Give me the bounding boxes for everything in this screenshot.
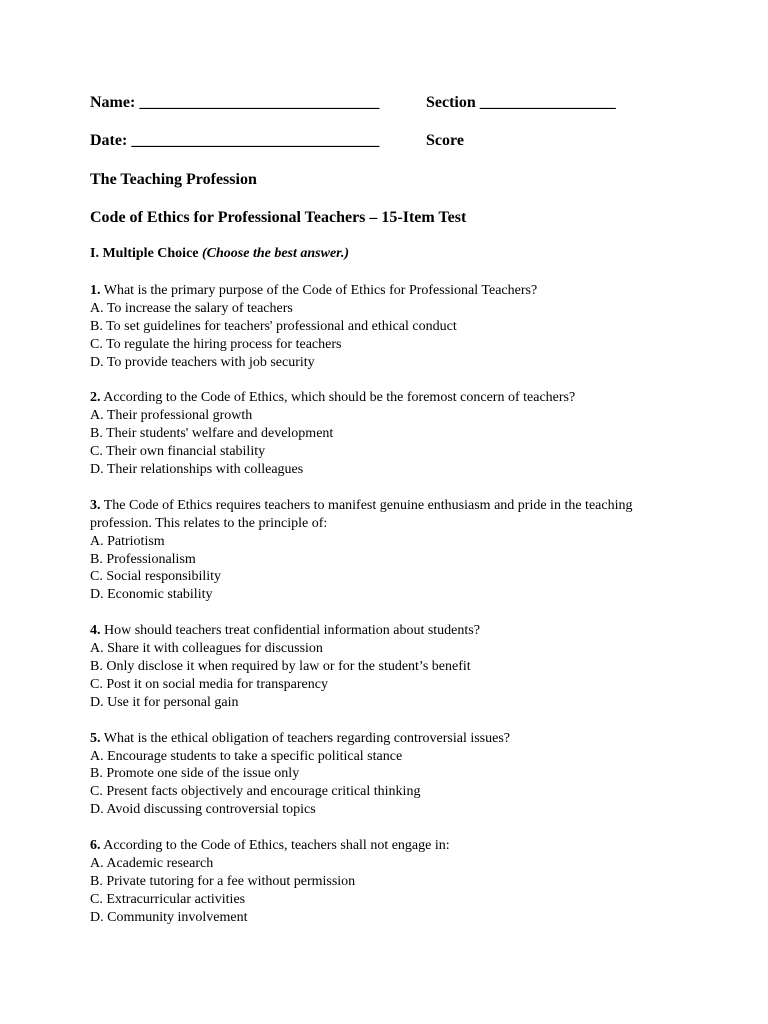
answer-option: B. To set guidelines for teachers' professional and ethical conduct bbox=[90, 318, 457, 334]
test-title: Code of Ethics for Professional Teachers – 15-Item Test bbox=[90, 209, 467, 226]
question-stem bbox=[90, 282, 690, 300]
question-stem bbox=[90, 837, 690, 855]
name-field-label: Name: ______________________________ bbox=[90, 94, 380, 111]
question-item bbox=[90, 837, 690, 927]
question-item bbox=[90, 282, 690, 372]
answer-option: C. To regulate the hiring process for teachers bbox=[90, 336, 342, 352]
question-list bbox=[90, 282, 690, 944]
question-text: How should teachers treat confidential information about students? bbox=[104, 623, 480, 639]
question-number: 5. bbox=[90, 730, 101, 746]
answer-option: D. Their relationships with colleagues bbox=[90, 462, 304, 478]
question-item bbox=[90, 730, 690, 820]
question-item bbox=[90, 497, 690, 604]
question-stem bbox=[90, 622, 690, 640]
answer-option: D. To provide teachers with job security bbox=[90, 354, 315, 370]
question-item bbox=[90, 622, 690, 712]
question-text: The Code of Ethics requires teachers to manifest genuine enthusiasm and pride in the teaching profession. This relates to the principle of: bbox=[90, 497, 633, 531]
score-field-label: Score bbox=[426, 132, 464, 149]
part-instruction: (Choose the best answer.) bbox=[202, 246, 350, 261]
question-number: 1. bbox=[90, 283, 101, 298]
answer-option: B. Only disclose it when required by law or for the student’s benefit bbox=[90, 658, 471, 674]
part-heading bbox=[90, 245, 349, 263]
answer-option: D. Use it for personal gain bbox=[90, 694, 239, 710]
question-item bbox=[90, 389, 690, 479]
answer-option: D. Avoid discussing controversial topics bbox=[90, 802, 316, 818]
question-number: 6. bbox=[90, 838, 101, 854]
question-stem bbox=[90, 497, 690, 533]
question-text: According to the Code of Ethics, teachers shall not engage in: bbox=[103, 838, 450, 854]
answer-option: A. Encourage students to take a specific political stance bbox=[90, 748, 403, 764]
answer-option: C. Post it on social media for transparency bbox=[90, 676, 328, 692]
question-stem bbox=[90, 730, 690, 748]
answer-option: C. Social responsibility bbox=[90, 569, 222, 585]
answer-option: D. Economic stability bbox=[90, 587, 213, 603]
question-number: 3. bbox=[90, 497, 101, 513]
question-text: According to the Code of Ethics, which should be the foremost concern of teachers? bbox=[103, 390, 576, 406]
answer-option: C. Extracurricular activities bbox=[90, 891, 246, 907]
answer-option: B. Their students' welfare and development bbox=[90, 426, 334, 442]
answer-option: A. Share it with colleagues for discussion bbox=[90, 641, 323, 657]
answer-option: B. Private tutoring for a fee without permission bbox=[90, 873, 356, 889]
part-heading-label: I. Multiple Choice bbox=[90, 246, 199, 261]
answer-option: A. To increase the salary of teachers bbox=[90, 300, 293, 316]
answer-option: C. Present facts objectively and encourage critical thinking bbox=[90, 784, 421, 800]
question-number: 4. bbox=[90, 623, 101, 639]
answer-option: D. Community involvement bbox=[90, 909, 248, 925]
question-text: What is the primary purpose of the Code of Ethics for Professional Teachers? bbox=[103, 283, 538, 298]
date-field-label: Date: _______________________________ bbox=[90, 132, 380, 149]
answer-option: A. Academic research bbox=[90, 855, 214, 871]
answer-option: B. Promote one side of the issue only bbox=[90, 766, 300, 782]
question-stem bbox=[90, 389, 690, 407]
answer-option: A. Patriotism bbox=[90, 533, 165, 549]
answer-option: A. Their professional growth bbox=[90, 408, 253, 424]
answer-option: B. Professionalism bbox=[90, 551, 196, 567]
answer-option: C. Their own financial stability bbox=[90, 444, 266, 460]
question-number: 2. bbox=[90, 390, 101, 406]
question-text: What is the ethical obligation of teachers regarding controversial issues? bbox=[103, 730, 510, 746]
section-field-label: Section _________________ bbox=[426, 94, 616, 111]
course-title: The Teaching Profession bbox=[90, 171, 257, 188]
